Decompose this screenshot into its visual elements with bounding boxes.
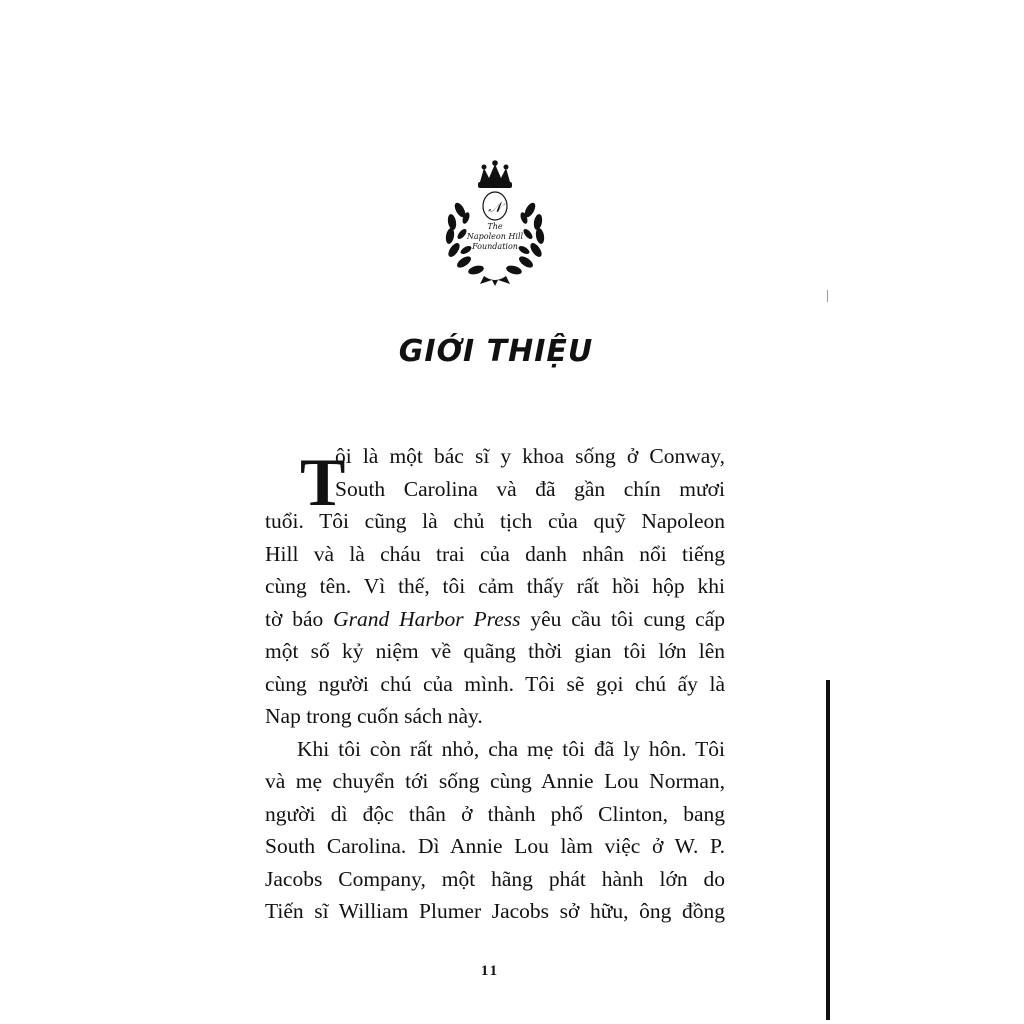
body-text [265,440,725,928]
text-line: Khi tôi còn rất nhỏ, cha mẹ tôi đã ly hôn. Tôi [297,736,725,761]
text-line: người dì độc thân ở thành phố Clinton, bang [265,801,725,826]
text-line: South Carolina. Dì Annie Lou làm việc ở W. P. [265,834,725,858]
page-number: 11 [480,963,500,979]
text-line: Hill và là cháu trai của danh nhân nổi tiếng [265,541,725,566]
emblem-line-3: Foundation [472,242,518,251]
text-line: và mẹ chuyển tới sống cùng Annie Lou Norman, [265,769,725,793]
svg-text:𝒩: 𝒩 [488,200,502,216]
text-line: Jacobs Company, một hãng phát hành lớn do [265,866,725,891]
foundation-emblem [440,160,550,288]
text-line-with-italic [265,603,725,636]
text-line: tuổi. Tôi cũng là chủ tịch của quỹ Napoleon [265,509,725,533]
scan-edge-line [826,680,830,1020]
drop-cap: T [300,444,346,520]
text-line: cùng người chú của mình. Tôi sẽ gọi chú ấy là [265,671,725,696]
text-span: yêu cầu tôi cung cấp [520,606,726,631]
scan-edge-tick [827,290,828,302]
publisher-name: Grand Harbor Press [333,606,521,631]
text-span: tờ báo [265,606,334,631]
text-line: một số kỷ niệm về quãng thời gian tôi lớn lên [265,639,725,663]
emblem-line-1: The [487,222,503,231]
text-line: ôi là một bác sĩ y khoa sống ở Conway, [335,444,725,468]
text-line: Tiến sĩ William Plumer Jacobs sở hữu, ông đồng [265,899,725,923]
text-line: cùng tên. Vì thế, tôi cảm thấy rất hồi hộp khi [265,574,725,598]
text-line: South Carolina và đã gần chín mươi [335,476,725,501]
emblem-line-2: Napoleon Hill [466,232,524,241]
text-line: Nap trong cuốn sách này. [265,704,483,728]
chapter-title: GIỚI THIỆU [398,334,594,369]
